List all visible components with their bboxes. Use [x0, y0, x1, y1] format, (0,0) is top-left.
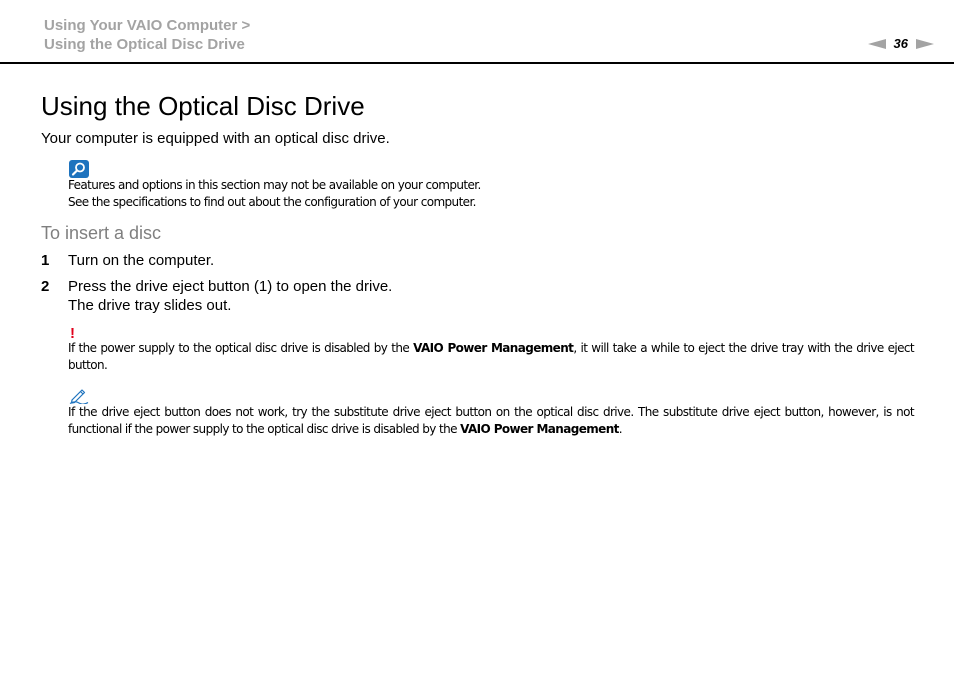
warning-text-part-1: If the power supply to the optical disc drive is disabled by the [68, 341, 414, 355]
breadcrumb [44, 16, 250, 54]
step-text [68, 277, 392, 315]
step-number: 2 [41, 278, 50, 295]
intro-paragraph: Your computer is equipped with an optical disc drive. [41, 130, 390, 147]
step-number: 1 [41, 252, 50, 269]
step-text-line-1: Press the drive eject button (1) to open the drive. [68, 278, 393, 295]
breadcrumb-line-1[interactable]: Using Your VAIO Computer > [44, 17, 251, 34]
warning-text-part-2: , it will take a while to eject the drive tray with the drive eject button. [68, 341, 914, 372]
page-navigator [868, 37, 934, 51]
note-line-2: See the specifications to find out about the configuration of your computer. [68, 195, 476, 209]
next-page-arrow-icon[interactable] [916, 39, 934, 49]
header-divider [0, 62, 954, 64]
warning-text [68, 340, 914, 374]
step-text-line-2: The drive tray slides out. [68, 297, 232, 314]
previous-page-arrow-icon[interactable] [868, 39, 886, 49]
pencil-icon [69, 388, 89, 404]
tip-text [68, 404, 914, 438]
tip-text-part-2: . [618, 422, 623, 436]
tip-text-part-1: If the drive eject button does not work, try the substitute drive eject button on the optical disc drive. The substitute drive eject button, however, is not functional if the power supply to the optical disc drive is disabled by the [68, 405, 914, 436]
magnifier-icon [69, 160, 89, 178]
step-text: Turn on the computer. [68, 252, 215, 269]
breadcrumb-line-2[interactable]: Using the Optical Disc Drive [44, 36, 245, 53]
tip-bold-term: VAIO Power Management [460, 422, 619, 436]
section-heading: To insert a disc [41, 223, 162, 243]
page-title: Using the Optical Disc Drive [41, 91, 365, 121]
note-text [68, 177, 481, 211]
page-number: 36 [893, 36, 908, 51]
warning-bold-term: VAIO Power Management [413, 341, 574, 355]
warning-icon: ! [70, 325, 75, 342]
note-line-1: Features and options in this section may not be available on your computer. [68, 178, 481, 192]
